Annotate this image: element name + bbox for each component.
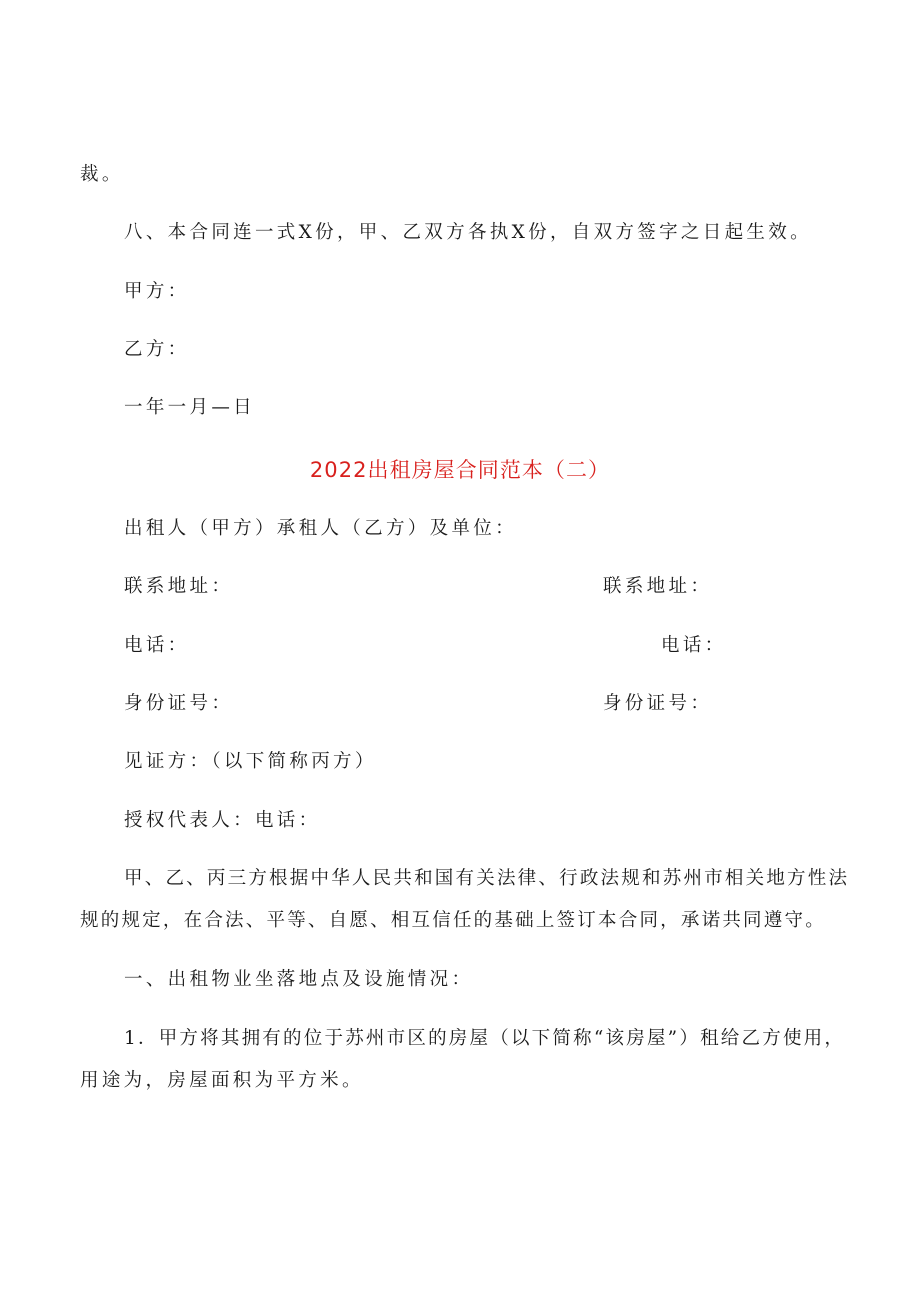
phone-label-b: 电话： [661, 635, 727, 656]
preamble-line-1: 甲、乙、丙三方根据中华人民共和国有关法律、行政法规和苏州市相关地方性法 [124, 868, 850, 889]
address-label-a: 联系地址： [124, 576, 234, 597]
item-1-line-2: 用途为，房屋面积为平方米。 [80, 1070, 364, 1091]
contract-title: 2022出租房屋合同范本（二） [309, 458, 611, 482]
phone-label-a: 电话： [124, 635, 190, 656]
representative-line: 授权代表人：电话： [124, 810, 321, 831]
section-1-heading: 一、出租物业坐落地点及设施情况： [124, 969, 474, 990]
item-1-line-1: 1．甲方将其拥有的位于苏州市区的房屋（以下简称“该房屋”）租给乙方使用， [124, 1028, 846, 1049]
parties-line: 出租人（甲方）承租人（乙方）及单位： [124, 518, 517, 539]
party-a-signature-label: 甲方： [124, 281, 190, 302]
clause-8: 八、本合同连一式X份，甲、乙双方各执X份，自双方签字之日起生效。 [124, 222, 812, 243]
party-b-signature-label: 乙方： [124, 339, 190, 360]
witness-line: 见证方：（以下简称丙方） [124, 751, 377, 772]
id-number-label-b: 身份证号： [603, 693, 713, 714]
continuation-text: 裁。 [80, 164, 124, 185]
id-number-label-a: 身份证号： [124, 693, 234, 714]
signature-date: 一年一月—日 [124, 397, 255, 418]
preamble-line-2: 规的规定，在合法、平等、自愿、相互信任的基础上签订本合同，承诺共同遵守。 [80, 910, 826, 931]
address-label-b: 联系地址： [603, 576, 713, 597]
